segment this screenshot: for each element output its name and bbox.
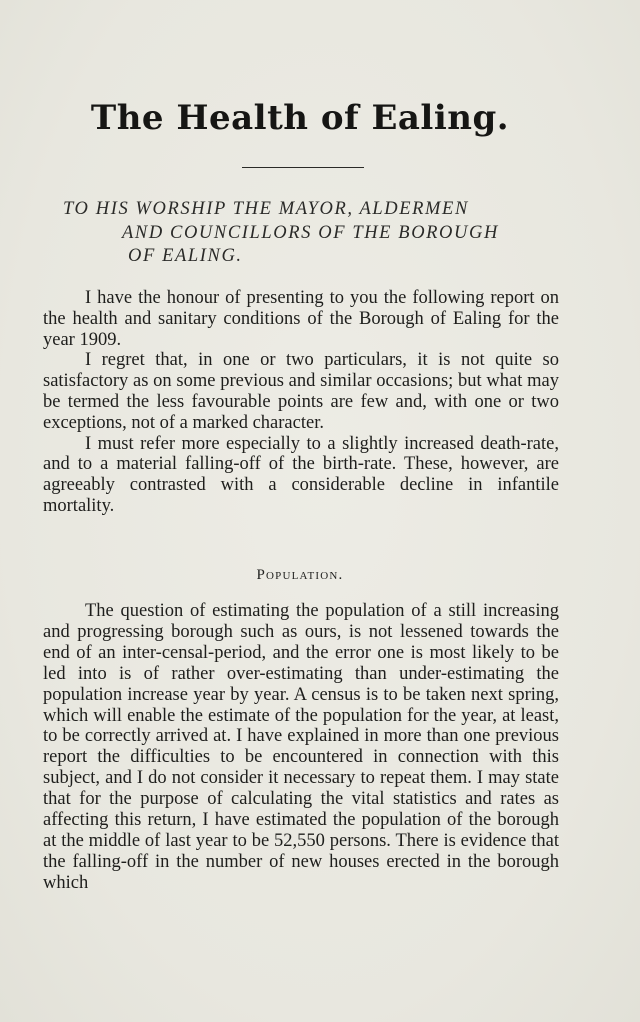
population-paragraph: The question of estimating the population of a still increasing and progressing borough such as ours, is not lessened towards the end of an inter-censal-period, and the error one is most likely to be led into is of rather over-estimating than under-estimating the population increase year by year. A census is to be taken next spring, which will enable the estimate of the population for the year, at least, to be correctly arrived at. I have explained in more than one previous report the difficulties to be encountered in connection with this subject, and I do not consider it necessary to repeat them. I may state that for the purpose of calculating the vital statistics and rates as affecting this return, I have estimated the population of the borough at the middle of last year to be 52,550 persons. There is evidence that the falling-off in the number of new houses erected in the borough which (43, 601, 559, 893)
address-block (63, 198, 563, 269)
address-line-3: OF EALING. (128, 246, 243, 266)
page-title: The Health of Ealing. (90, 98, 510, 138)
section-heading-population: Population. (256, 567, 344, 583)
intro-paragraph-3: I must refer more especially to a slightly increased death-rate, and to a material falling-off of the birth-rate. These, however, are agreeably contrasted with a considerable decline in infantile mortality. (43, 433, 559, 516)
title-divider (242, 167, 364, 168)
intro-text (43, 288, 559, 517)
intro-paragraph-2: I regret that, in one or two particulars, it is not quite so satisfactory as on some previous and similar occasions; but what may be termed the less favourable points are few and, with one or two exceptions, not of a marked character. (43, 350, 559, 433)
address-line-1: TO HIS WORSHIP THE MAYOR, ALDERMEN (63, 199, 469, 219)
population-text (43, 601, 559, 894)
address-line-2: AND COUNCILLORS OF THE BOROUGH (122, 222, 499, 243)
intro-paragraph-1: I have the honour of presenting to you the following report on the health and sanitary conditions of the Borough of Ealing for the year 1909. (43, 288, 559, 350)
